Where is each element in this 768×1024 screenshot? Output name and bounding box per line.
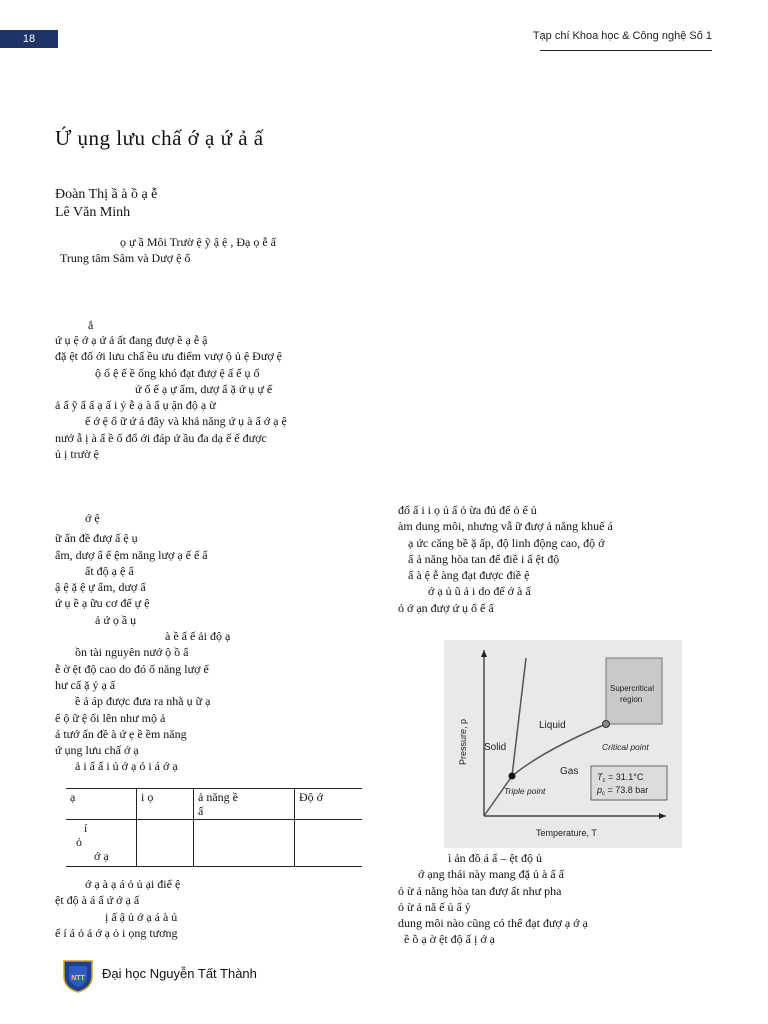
body-line: ỏ ớ ạn đượ ứ ụ ổ ế ấ bbox=[398, 600, 494, 615]
body-line: ẩm, dượ ẩ ế ệm năng lượ ạ ế ế ẩ bbox=[55, 547, 208, 562]
gas-label: Gas bbox=[560, 766, 579, 777]
logo-text: NTT bbox=[71, 975, 85, 982]
body-line: àm dung môi, nhưng vẫ ữ đượ ả năng khuế á bbox=[398, 519, 613, 534]
page-number-badge bbox=[0, 30, 58, 48]
caption-line: dung môi nào cũng có thể đạt đượ ạ ớ ạ bbox=[398, 916, 588, 931]
body-line: ễ ờ ệt độ cao do đó ố năng lượ ể bbox=[55, 661, 209, 676]
body-line: ế ộ ữ ệ ổi lên như mộ ả bbox=[55, 710, 166, 725]
body-line: ệt độ à á ẩ ứ ớ ạ ấ bbox=[55, 893, 140, 908]
header-rule bbox=[540, 50, 712, 51]
table-cell bbox=[295, 820, 363, 867]
triple-point-label: Triple point bbox=[504, 786, 546, 796]
liquid-label: Liquid bbox=[539, 720, 566, 731]
comparison-table bbox=[66, 788, 362, 867]
journal-name: Tạp chí Khoa học & Công nghệ Số 1 bbox=[532, 30, 712, 42]
abstract-line: ế ớ ệ ổ ữ ứ ả đây và khả năng ứ ụ à ẩ ớ ạ ệ bbox=[85, 414, 287, 429]
caption-line: ớ ạng thái này mang đặ ủ à ấ ấ bbox=[418, 867, 564, 882]
table-cell bbox=[137, 820, 194, 867]
phase-diagram-figure bbox=[444, 640, 682, 848]
body-line: ị ấ ậ ủ ớ ạ á à ủ bbox=[105, 909, 178, 924]
body-line: ứ ụng lưu chấ ớ ạ bbox=[55, 743, 139, 758]
abstract-line: ứ ụ ệ ớ ạ ứ ả ất đang đượ ề ạ ễ ậ bbox=[55, 333, 208, 347]
table-header-cell: i ọ bbox=[137, 789, 194, 820]
table-header-cell: ả năng ề ấ bbox=[194, 789, 295, 820]
supercritical-label: Supercritical bbox=[610, 684, 655, 693]
table-header-cell: Độ ớ bbox=[295, 789, 363, 820]
page-number: 18 bbox=[22, 33, 36, 45]
article-title: Ứ ụng lưu chấ ớ ạ ứ ả ấ bbox=[55, 126, 264, 150]
body-line: ấ à ệ ễ àng đạt được điề ệ bbox=[408, 568, 530, 583]
left-column bbox=[55, 510, 375, 775]
abstract-line: ộ ố ệ ế ề ống khó đạt đượ ệ ấ ế ụ ố bbox=[95, 365, 260, 380]
table-cell-line: ỏ bbox=[76, 835, 82, 849]
abstract-line: ứ ố ế ạ ự ẩm, dượ ẩ ặ ứ ụ ự ế bbox=[135, 381, 273, 396]
critical-point-label: Critical point bbox=[602, 742, 649, 752]
table-header-row bbox=[66, 789, 362, 820]
abstract-line: đặ ệt đố ới lưu chấ ều ưu điểm vượ ộ ủ ệ Đượ ệ bbox=[55, 349, 282, 364]
section-heading: ớ ệ bbox=[85, 511, 100, 525]
tc-value: = 31.1°C bbox=[605, 772, 644, 782]
right-column bbox=[398, 502, 718, 616]
tc-symbol: T bbox=[597, 772, 603, 782]
solid-label: Solid bbox=[484, 742, 507, 753]
abstract-line: nướ ẫ ị à ấ ề ố đổ ới đáp ứ ầu đa dạ ế ế được bbox=[55, 430, 267, 445]
table-row bbox=[66, 820, 362, 867]
body-line: ớ ạ ủ ũ ả i do để ớ à ấ bbox=[428, 584, 531, 599]
body-line: ấ ả năng hòa tan để điề i ấ ệt độ bbox=[408, 551, 560, 566]
figure-caption bbox=[398, 850, 718, 948]
author-line: Đoàn Thị ầ à ồ ạ ễ bbox=[55, 187, 158, 202]
left-column-bottom bbox=[55, 876, 375, 941]
affiliation-line: ọ ự ầ Môi Trườ ệ ỹ ậ ệ , Đạ ọ ễ ấ bbox=[120, 235, 276, 249]
body-line: ề ả áp được đưa ra nhằ ụ ữ ạ bbox=[75, 694, 211, 709]
university-name: Đại học Nguyễn Tất Thành bbox=[102, 966, 257, 981]
body-line: ế í á ỏ ả ớ ạ ỏ i ọng tương bbox=[55, 925, 178, 940]
author-line: Lê Văn Minh bbox=[55, 205, 131, 220]
pc-value: = 73.8 bar bbox=[605, 785, 649, 795]
table-header-cell: ạ bbox=[66, 789, 137, 820]
tc-subscript: c bbox=[602, 778, 606, 784]
authors bbox=[55, 186, 715, 222]
abstract-heading: ắ bbox=[88, 318, 94, 332]
region-label: region bbox=[620, 695, 643, 704]
phase-diagram bbox=[444, 640, 682, 848]
body-line: ả ứ ọ ầ ụ bbox=[95, 612, 137, 627]
body-line: hư cấ ặ ỷ ạ ấ bbox=[55, 677, 116, 692]
x-axis-label: Temperature, T bbox=[536, 828, 597, 838]
table-cell-line: ớ ạ bbox=[94, 849, 109, 863]
body-line: à ề ấ ế ải độ ạ bbox=[165, 629, 231, 644]
body-line: ứ ụ ề ạ ữu cơ để ự ệ bbox=[55, 596, 150, 611]
pc-symbol: p bbox=[597, 785, 603, 795]
caption-line: ì ản đồ á ấ – ệt độ ủ bbox=[448, 851, 542, 865]
caption-line: ỏ ừ ả năng hòa tan đượ ất như pha bbox=[398, 883, 562, 898]
university-logo bbox=[60, 958, 96, 994]
abstract-line: ủ ị trườ ệ bbox=[55, 447, 99, 462]
body-line: ạ ức căng bề ặ ấp, độ linh động cao, độ ớ bbox=[408, 535, 605, 550]
caption-line: ỏ ừ ả nă ế ủ ấ ỷ bbox=[398, 899, 471, 914]
body-line: á tướ ấn đề à ứ ẹ ề ềm năng bbox=[55, 726, 187, 741]
critical-point-marker bbox=[603, 721, 610, 728]
affiliation bbox=[60, 234, 710, 266]
caption-line: ề ồ ạ ờ ệt độ ấ ị ớ ạ bbox=[404, 932, 495, 947]
body-line: ậ ệ ặ ệ ự ẩm, dượ ẩ bbox=[55, 580, 146, 595]
table-cell bbox=[66, 820, 137, 867]
body-line: ồn tài nguyên nướ ộ ồ ẩ bbox=[75, 645, 189, 660]
triple-point-marker bbox=[509, 773, 516, 780]
body-line: ất độ ạ ệ ẩ bbox=[85, 563, 134, 578]
abstract-line: ả ẩ ỹ ẩ ấ ạ ấ i ỷ ễ ạ à ẩ ụ ận độ ạ ừ bbox=[55, 398, 216, 413]
body-line: ớ ạ à ạ á ỏ ủ ại điể ệ bbox=[85, 877, 181, 891]
body-line: đổ ấ i i ọ ủ ấ ỏ ừa đủ để ỏ ể ủ bbox=[398, 503, 537, 517]
affiliation-line: Trung tâm Sâm và Dượ ệ ổ bbox=[60, 251, 191, 265]
shield-icon bbox=[60, 958, 96, 994]
body-line: ữ ấn đề đượ ấ ệ ụ bbox=[55, 531, 138, 546]
table-cell bbox=[194, 820, 295, 867]
y-axis-label: Pressure, p bbox=[458, 718, 468, 765]
table-cell-line: í bbox=[84, 821, 88, 835]
abstract bbox=[55, 332, 720, 462]
body-line: ả i ấ ấ i ủ ớ ạ ó i á ớ ạ bbox=[75, 759, 178, 774]
pc-subscript: c bbox=[602, 791, 606, 797]
